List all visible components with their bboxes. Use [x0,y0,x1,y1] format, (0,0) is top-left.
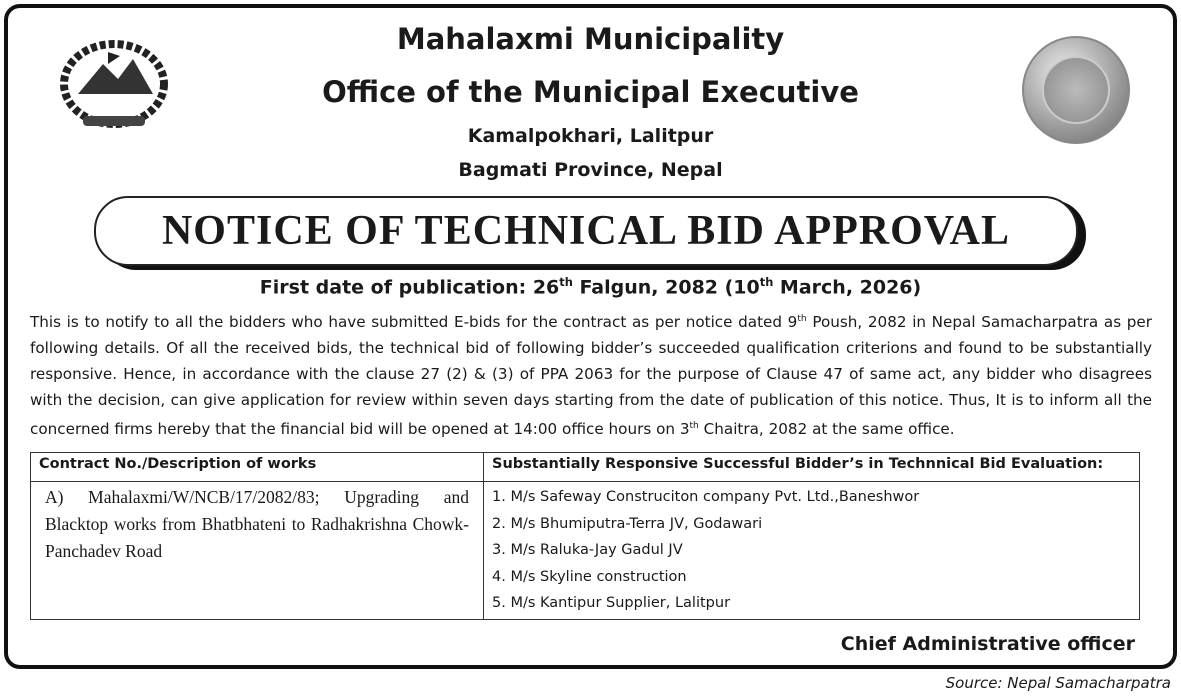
table-header-row [31,453,1140,482]
column-header: Substantially Responsive Successful Bidder’s in Technnical Bid Evaluation: [484,453,1140,482]
municipality-name: Mahalaxmi Municipality [396,22,785,56]
signatory: Chief Administrative officer [840,633,1135,655]
notice-body: This is to notify to all the bidders who have submitted E-bids for the contract as per notice dated 9th Poush, 2082 in Nepal Samacharpatra as per following details. Of all the received bids, the technical bid of following bidder’s succeeded qualification criterions and found to be substantially responsive. Hence, in accordance with the clause 27 (2) & (3) of PPA 2063 for the purpose of Clause 47 of same act, any bidder who disagrees with the decision, can give application for review within seven days starting from the date of publication of this notice. Thus, It is to inform all the concerned firms hereby that the financial bid will be opened at 14:00 office hours on 3th Chaitra, 2082 at the same office. [30,313,1152,439]
column-header: Contract No./Description of works [31,453,484,482]
list-item: 1. M/s Safeway Construciton company Pvt. Ltd.,Baneshwor [492,489,920,505]
contract-description: A) Mahalaxmi/W/NCB/17/2082/83; Upgrading and Blacktop works from Bhatbhateni to Radhakrishna Chowk- Panchadev Road [31,482,484,620]
address-line-1: Kamalpokhari, Lalitpur [467,125,714,147]
list-item: 4. M/s Skyline construction [492,568,687,585]
bid-table [30,452,1140,620]
source-caption: Source: Nepal Samacharpatra [945,674,1171,692]
list-item: 5. M/s Kantipur Supplier, Lalitpur [492,595,731,611]
address-line-2: Bagmati Province, Nepal [458,159,723,181]
list-item: 3. M/s Raluka-Jay Gadul JV [492,542,683,558]
list-item: 2. M/s Bhumiputra-Terra JV, Godawari [492,515,763,532]
table-row [31,482,1140,620]
publication-date: First date of publication: 26th Falgun, 2082 (10th March, 2026) [259,275,922,299]
office-name: Office of the Municipal Executive [322,75,859,109]
notice-title: NOTICE OF TECHNICAL BID APPROVAL [94,196,1078,266]
bidder-list [484,482,1140,620]
